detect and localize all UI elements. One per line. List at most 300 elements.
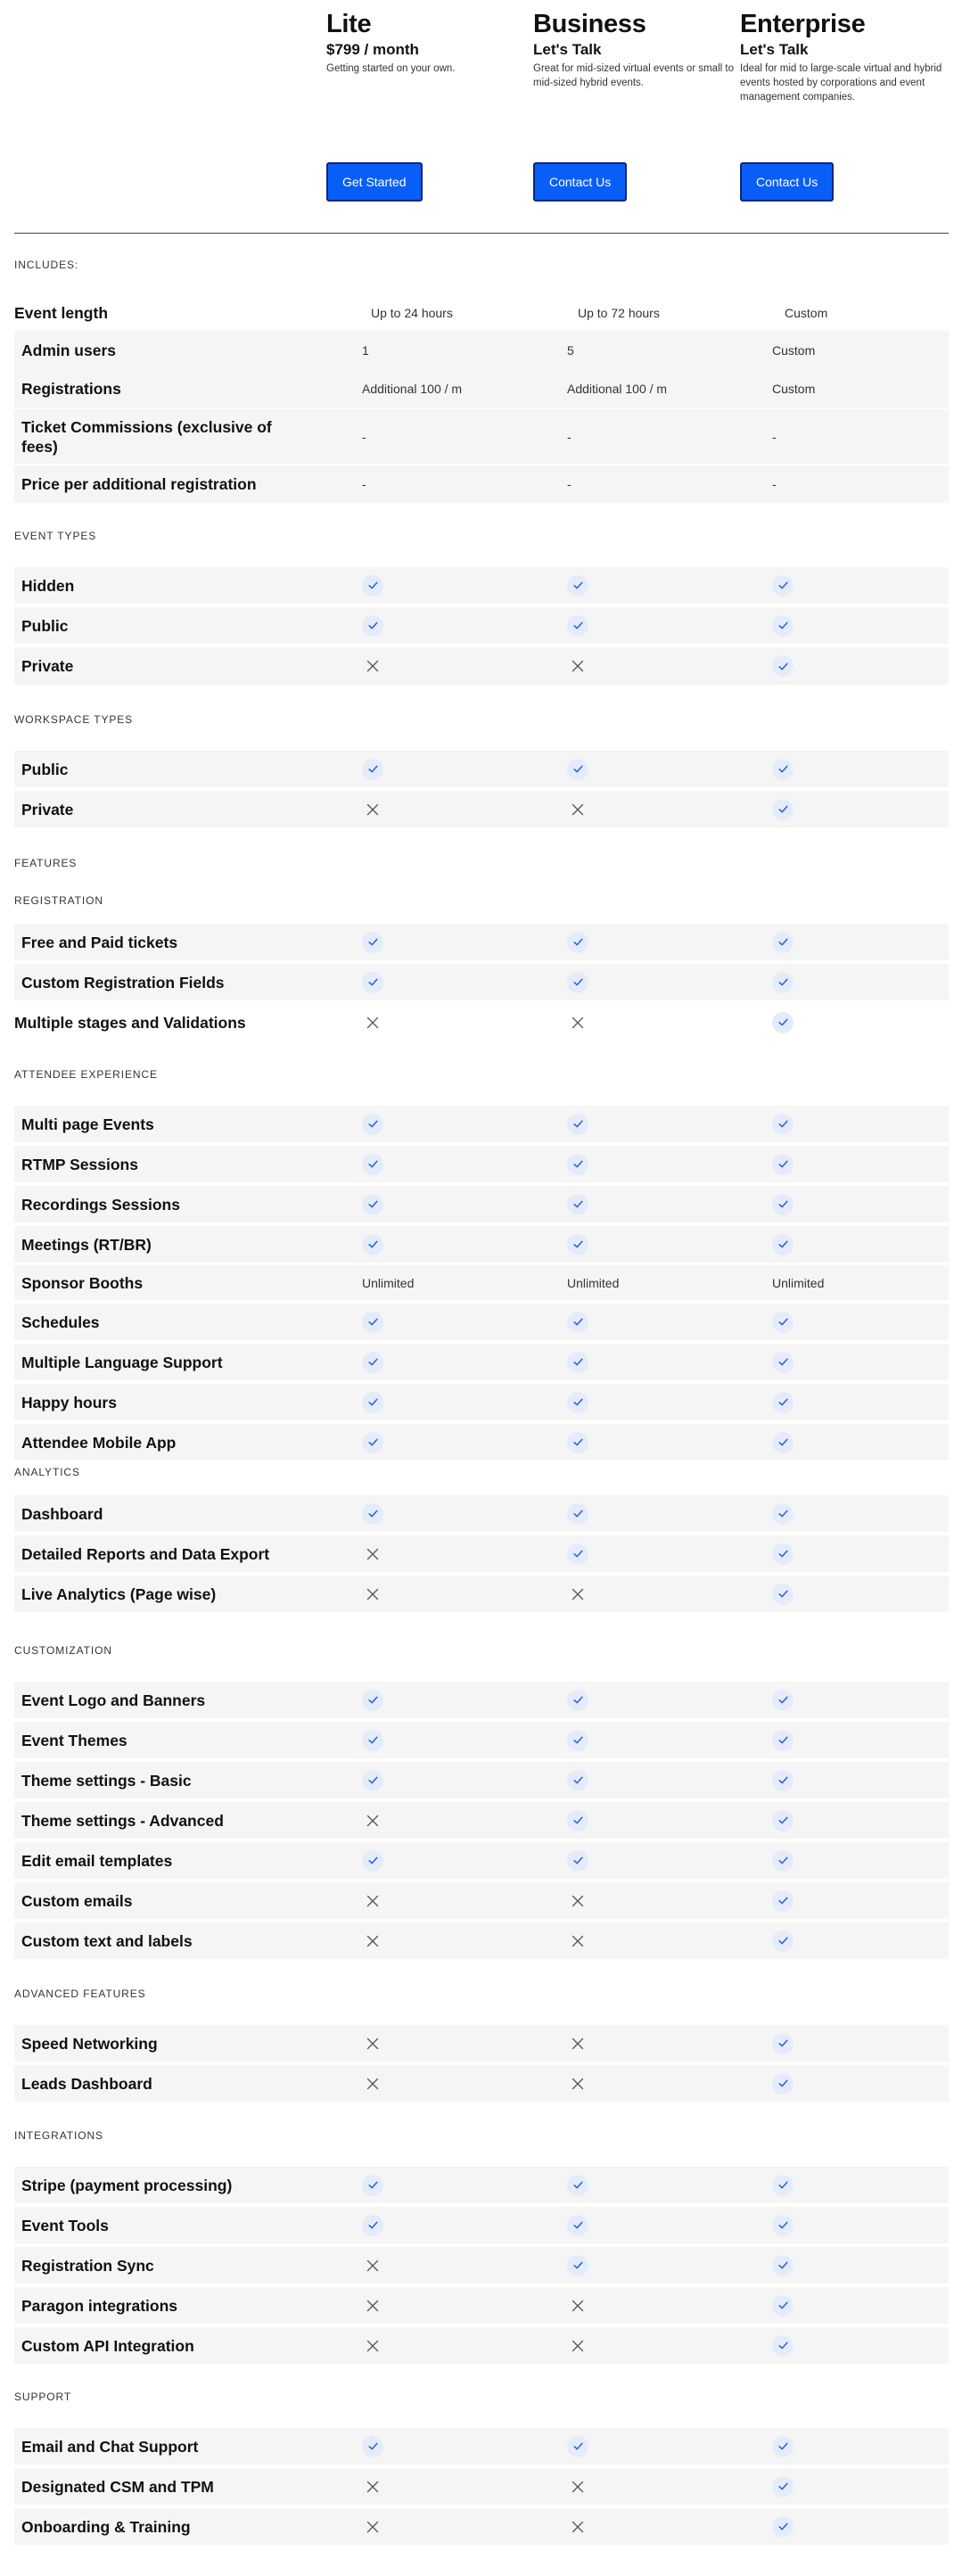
- cell-lite: [362, 1722, 383, 1758]
- cell-business: [567, 1535, 588, 1572]
- cell-business: [567, 2065, 588, 2102]
- cross-icon: [362, 1810, 383, 1831]
- cell-enterprise: [772, 1226, 794, 1263]
- check-icon: [362, 1234, 383, 1255]
- cross-icon: [362, 2033, 383, 2054]
- check-icon: [362, 1154, 383, 1175]
- cell-business: [567, 2247, 588, 2284]
- cell-value: Custom: [785, 305, 828, 320]
- cell-enterprise: [772, 1495, 794, 1532]
- check-icon: [567, 759, 588, 780]
- cell-enterprise: [772, 607, 794, 644]
- check-icon: [362, 1850, 383, 1872]
- check-icon: [362, 2436, 383, 2457]
- check-icon: [772, 1114, 794, 1135]
- check-icon: [772, 615, 794, 637]
- cell-value: Up to 72 hours: [578, 305, 660, 320]
- cell-business: [578, 300, 660, 325]
- cell-business: [567, 1304, 588, 1340]
- cross-icon: [362, 2516, 383, 2538]
- cell-business: [567, 607, 588, 644]
- check-icon: [362, 1312, 383, 1333]
- check-icon: [772, 1930, 794, 1952]
- table-row: [14, 1265, 949, 1300]
- cell-business: [567, 1226, 588, 1263]
- check-icon: [772, 1503, 794, 1525]
- cell-lite: [362, 607, 383, 644]
- cell-enterprise: [772, 1146, 794, 1182]
- check-icon: [567, 2255, 588, 2276]
- cell-lite: [362, 1682, 383, 1718]
- cell-business: [567, 2207, 588, 2243]
- cross-icon: [567, 1012, 588, 1033]
- check-icon: [772, 1810, 794, 1831]
- cell-value: -: [772, 477, 777, 491]
- feature-label: Designated CSM and TPM: [21, 2477, 214, 2496]
- check-icon: [567, 1352, 588, 1373]
- table-row: [14, 409, 949, 464]
- feature-label: Multiple Language Support: [21, 1353, 223, 1371]
- check-icon: [567, 1154, 588, 1175]
- cell-business: [567, 2428, 588, 2465]
- plan-price: Let's Talk: [533, 41, 602, 58]
- check-icon: [772, 1392, 794, 1413]
- cell-lite: [362, 1304, 383, 1340]
- check-icon: [567, 2175, 588, 2196]
- check-icon: [362, 1432, 383, 1453]
- cross-icon: [362, 1584, 383, 1605]
- cell-lite: [362, 2428, 383, 2465]
- check-icon: [362, 1114, 383, 1135]
- table-row: [14, 1226, 949, 1263]
- cell-lite: [362, 465, 366, 503]
- table-row: [14, 1576, 949, 1612]
- cell-business: [567, 2287, 588, 2324]
- get-started-button[interactable]: Get Started: [326, 162, 423, 202]
- table-row: [14, 2247, 949, 2284]
- cross-icon: [567, 2295, 588, 2317]
- cell-lite: [362, 2207, 383, 2243]
- check-icon: [772, 1154, 794, 1175]
- cell-enterprise: [772, 1384, 794, 1420]
- cell-enterprise: [772, 1922, 794, 1959]
- feature-label: Paragon integrations: [21, 2296, 178, 2315]
- contact-us-button-enterprise[interactable]: Contact Us: [740, 162, 834, 202]
- cell-enterprise: [772, 2287, 794, 2324]
- check-icon: [772, 1012, 794, 1033]
- cell-lite: [362, 1226, 383, 1263]
- feature-label: Custom Registration Fields: [21, 973, 225, 992]
- check-icon: [772, 1850, 794, 1872]
- cell-lite: [362, 647, 383, 685]
- cell-business: [567, 1106, 588, 1142]
- table-row: [14, 2327, 949, 2364]
- cell-business: [567, 1424, 588, 1461]
- check-icon: [567, 1690, 588, 1711]
- cell-enterprise: [772, 1842, 794, 1879]
- check-icon: [567, 1810, 588, 1831]
- table-row: [14, 1004, 949, 1041]
- cell-enterprise: [772, 1344, 794, 1380]
- cell-value: Additional 100 / m: [567, 382, 668, 396]
- table-row: [14, 370, 949, 407]
- cell-business: [567, 1576, 588, 1612]
- cell-lite: [362, 370, 462, 407]
- feature-label: Registration Sync: [21, 2256, 154, 2275]
- plan-business: [533, 0, 747, 189]
- check-icon: [772, 759, 794, 780]
- cell-enterprise: [772, 2247, 794, 2284]
- feature-label: Private: [21, 800, 74, 819]
- cell-lite: [362, 1265, 414, 1300]
- plan-description: Great for mid-sized virtual events or small to mid-sized hybrid events.: [533, 63, 734, 88]
- feature-label: Attendee Mobile App: [21, 1433, 177, 1452]
- section-title: INCLUDES:: [14, 259, 79, 271]
- cell-enterprise: [772, 331, 815, 370]
- check-icon: [772, 2516, 794, 2538]
- cell-enterprise: [772, 1304, 794, 1340]
- contact-us-button-business[interactable]: Contact Us: [533, 162, 627, 202]
- cell-enterprise: [772, 2508, 794, 2545]
- table-row: [14, 2468, 949, 2505]
- feature-label: Registrations: [21, 380, 121, 398]
- feature-label: Admin users: [21, 342, 116, 359]
- check-icon: [772, 2436, 794, 2457]
- feature-label: Onboarding & Training: [21, 2517, 191, 2536]
- check-icon: [772, 2073, 794, 2095]
- section-title: REGISTRATION: [14, 894, 103, 907]
- cell-value: -: [362, 477, 366, 491]
- cell-value: Additional 100 / m: [362, 382, 463, 396]
- cross-icon: [362, 2255, 383, 2276]
- table-row: [14, 924, 949, 960]
- cell-lite: [362, 409, 366, 464]
- feature-label: Dashboard: [21, 1504, 103, 1523]
- table-row: [14, 2508, 949, 2545]
- cell-business: [567, 2327, 588, 2364]
- feature-label: Event Logo and Banners: [21, 1691, 206, 1709]
- check-icon: [362, 615, 383, 637]
- check-icon: [362, 1690, 383, 1711]
- cross-icon: [362, 799, 383, 820]
- cell-enterprise: [772, 2167, 794, 2203]
- table-row: [14, 1495, 949, 1532]
- plan-description: Ideal for mid to large-scale virtual and hybrid events hosted by corporations and event management companies.: [740, 63, 942, 103]
- check-icon: [362, 1770, 383, 1791]
- cross-icon: [567, 2073, 588, 2095]
- table-row: [14, 2287, 949, 2324]
- table-row: [14, 567, 949, 604]
- cross-icon: [567, 655, 588, 677]
- table-row: [14, 2025, 949, 2062]
- section-title: WORKSPACE TYPES: [14, 713, 134, 726]
- check-icon: [567, 1503, 588, 1525]
- cell-business: [567, 964, 588, 1000]
- table-row: [14, 1802, 949, 1839]
- feature-label: Public: [21, 760, 69, 778]
- cross-icon: [567, 1930, 588, 1952]
- check-icon: [567, 1850, 588, 1872]
- cell-lite: [371, 300, 453, 325]
- cell-value: Unlimited: [567, 1275, 620, 1290]
- check-icon: [567, 1312, 588, 1333]
- cell-business: [567, 1922, 588, 1959]
- check-icon: [362, 972, 383, 993]
- plan-name: Business: [533, 10, 646, 38]
- cell-lite: [362, 1922, 383, 1959]
- table-row: [14, 331, 949, 370]
- plan-enterprise: [740, 0, 954, 189]
- cell-business: [567, 1004, 588, 1041]
- table-row: [14, 647, 949, 685]
- cell-business: [567, 1146, 588, 1182]
- feature-label: RTMP Sessions: [21, 1155, 138, 1173]
- cell-enterprise: [772, 1762, 794, 1798]
- cell-enterprise: [772, 647, 794, 685]
- check-icon: [567, 2215, 588, 2236]
- feature-label: Detailed Reports and Data Export: [21, 1544, 270, 1563]
- plan-price: $799 / month: [326, 41, 419, 58]
- section-title: EVENT TYPES: [14, 530, 97, 542]
- cell-enterprise: [772, 2327, 794, 2364]
- feature-label: Speed Networking: [21, 2034, 158, 2053]
- cross-icon: [362, 2476, 383, 2498]
- check-icon: [567, 972, 588, 993]
- section-title: INTEGRATIONS: [14, 2129, 103, 2142]
- check-icon: [772, 1194, 794, 1215]
- feature-label: Recordings Sessions: [21, 1195, 180, 1214]
- feature-label: Event Themes: [21, 1731, 127, 1749]
- check-icon: [772, 1352, 794, 1373]
- feature-label: Custom emails: [21, 1891, 133, 1910]
- cell-business: [567, 1762, 588, 1798]
- check-icon: [362, 1503, 383, 1525]
- feature-label: Event Tools: [21, 2216, 109, 2234]
- cell-business: [567, 2025, 588, 2062]
- cross-icon: [362, 1012, 383, 1033]
- check-icon: [772, 1234, 794, 1255]
- header-divider: [14, 233, 949, 234]
- cell-enterprise: [772, 751, 794, 787]
- cell-enterprise: [772, 1576, 794, 1612]
- feature-label: Meetings (RT/BR): [21, 1235, 152, 1254]
- cell-enterprise: [772, 2065, 794, 2102]
- cell-value: 1: [362, 343, 369, 358]
- check-icon: [772, 2476, 794, 2498]
- feature-label: Live Analytics (Page wise): [21, 1584, 217, 1603]
- check-icon: [362, 1194, 383, 1215]
- section-title: ANALYTICS: [14, 1466, 80, 1478]
- cell-lite: [362, 1535, 383, 1572]
- plans-header: [0, 0, 954, 234]
- feature-label: Theme settings - Basic: [21, 1771, 192, 1790]
- cell-lite: [362, 791, 383, 827]
- table-row: [14, 1304, 949, 1340]
- check-icon: [567, 575, 588, 597]
- check-icon: [567, 1432, 588, 1453]
- check-icon: [772, 2295, 794, 2317]
- cross-icon: [362, 2295, 383, 2317]
- cell-business: [567, 2167, 588, 2203]
- check-icon: [567, 615, 588, 637]
- cross-icon: [362, 655, 383, 677]
- cross-icon: [567, 1890, 588, 1912]
- cell-enterprise: [772, 2428, 794, 2465]
- cross-icon: [567, 2476, 588, 2498]
- cell-business: [567, 1842, 588, 1879]
- check-icon: [772, 1730, 794, 1751]
- cell-lite: [362, 2508, 383, 2545]
- check-icon: [567, 1114, 588, 1135]
- check-icon: [772, 1890, 794, 1912]
- feature-label: Multi page Events: [21, 1115, 154, 1133]
- table-row: [14, 1882, 949, 1919]
- cross-icon: [567, 2033, 588, 2054]
- check-icon: [362, 1730, 383, 1751]
- cell-business: [567, 751, 588, 787]
- table-row: [14, 1344, 949, 1380]
- cell-business: [567, 2468, 588, 2505]
- plan-name: Enterprise: [740, 10, 866, 38]
- cell-value: -: [567, 477, 572, 491]
- feature-label: Free and Paid tickets: [21, 933, 178, 951]
- table-row: [14, 2428, 949, 2465]
- cell-value: Custom: [772, 382, 816, 396]
- feature-label: Theme settings - Advanced: [21, 1811, 224, 1830]
- check-icon: [772, 2033, 794, 2054]
- cell-lite: [362, 1424, 383, 1461]
- cell-lite: [362, 1384, 383, 1420]
- plan-description: Getting started on your own.: [326, 63, 456, 74]
- cell-business: [567, 1344, 588, 1380]
- cell-enterprise: [772, 1682, 794, 1718]
- check-icon: [567, 1770, 588, 1791]
- check-icon: [567, 1234, 588, 1255]
- check-icon: [772, 1543, 794, 1565]
- cell-business: [567, 1495, 588, 1532]
- cross-icon: [362, 1890, 383, 1912]
- section-title: ATTENDEE EXPERIENCE: [14, 1068, 158, 1081]
- check-icon: [567, 1194, 588, 1215]
- check-icon: [772, 655, 794, 677]
- feature-label: Custom API Integration: [21, 2336, 194, 2355]
- table-row: [14, 1722, 949, 1758]
- check-icon: [772, 1312, 794, 1333]
- cell-business: [567, 1265, 619, 1300]
- check-icon: [567, 1730, 588, 1751]
- cell-value: Custom: [772, 343, 816, 358]
- table-row: [14, 1682, 949, 1718]
- cell-business: [567, 2508, 588, 2545]
- feature-label: Price per additional registration: [21, 475, 257, 493]
- cell-lite: [362, 1146, 383, 1182]
- cell-enterprise: [772, 1186, 794, 1222]
- feature-label: Edit email templates: [21, 1851, 173, 1870]
- cell-enterprise: [772, 2207, 794, 2243]
- feature-label: Public: [21, 616, 69, 635]
- cell-lite: [362, 331, 369, 370]
- feature-label: Multiple stages and Validations: [14, 1013, 246, 1032]
- cell-value: -: [567, 429, 572, 444]
- check-icon: [772, 799, 794, 820]
- cell-business: [567, 924, 588, 960]
- check-icon: [772, 1584, 794, 1605]
- cell-value: Up to 24 hours: [371, 305, 453, 320]
- cell-business: [567, 409, 572, 464]
- check-icon: [362, 759, 383, 780]
- cell-lite: [362, 2167, 383, 2203]
- feature-label: Email and Chat Support: [21, 2437, 199, 2456]
- cell-enterprise: [772, 1802, 794, 1839]
- cell-enterprise: [772, 1882, 794, 1919]
- check-icon: [362, 1352, 383, 1373]
- cell-business: [567, 1384, 588, 1420]
- cell-lite: [362, 1344, 383, 1380]
- check-icon: [772, 932, 794, 953]
- cell-value: Unlimited: [362, 1275, 415, 1290]
- cell-business: [567, 1682, 588, 1718]
- cell-lite: [362, 2247, 383, 2284]
- check-icon: [772, 2255, 794, 2276]
- check-icon: [567, 2436, 588, 2457]
- cell-lite: [362, 1186, 383, 1222]
- table-row: [14, 1186, 949, 1222]
- cell-value: Unlimited: [772, 1275, 825, 1290]
- cell-enterprise: [772, 1535, 794, 1572]
- feature-label: Stripe (payment processing): [21, 2176, 233, 2194]
- cell-enterprise: [772, 465, 777, 503]
- cell-lite: [362, 1802, 383, 1839]
- cross-icon: [567, 1584, 588, 1605]
- cell-value: 5: [567, 343, 574, 358]
- table-row: [14, 791, 949, 827]
- cell-value: -: [772, 429, 777, 444]
- plan-name: Lite: [326, 10, 372, 38]
- table-row: [14, 1842, 949, 1879]
- cell-enterprise: [772, 1004, 794, 1041]
- cross-icon: [567, 2335, 588, 2357]
- cross-icon: [567, 799, 588, 820]
- section-title: SUPPORT: [14, 2391, 72, 2403]
- cell-lite: [362, 1882, 383, 1919]
- table-row: [14, 1384, 949, 1420]
- cell-lite: [362, 2468, 383, 2505]
- cross-icon: [362, 2335, 383, 2357]
- cell-lite: [362, 567, 383, 604]
- table-row: [14, 751, 949, 787]
- cell-enterprise: [785, 300, 827, 325]
- cell-lite: [362, 1576, 383, 1612]
- check-icon: [772, 2335, 794, 2357]
- cell-enterprise: [772, 2468, 794, 2505]
- cell-lite: [362, 964, 383, 1000]
- table-row: [14, 465, 949, 503]
- cross-icon: [362, 2073, 383, 2095]
- check-icon: [567, 932, 588, 953]
- check-icon: [772, 1690, 794, 1711]
- cell-business: [567, 331, 574, 370]
- table-row: [14, 1146, 949, 1182]
- table-row: [14, 1424, 949, 1461]
- cell-lite: [362, 2025, 383, 2062]
- cell-business: [567, 370, 667, 407]
- cell-enterprise: [772, 1722, 794, 1758]
- table-row: [14, 1762, 949, 1798]
- check-icon: [772, 2215, 794, 2236]
- cell-business: [567, 647, 588, 685]
- section-title: FEATURES: [14, 857, 78, 869]
- section-title: CUSTOMIZATION: [14, 1644, 112, 1657]
